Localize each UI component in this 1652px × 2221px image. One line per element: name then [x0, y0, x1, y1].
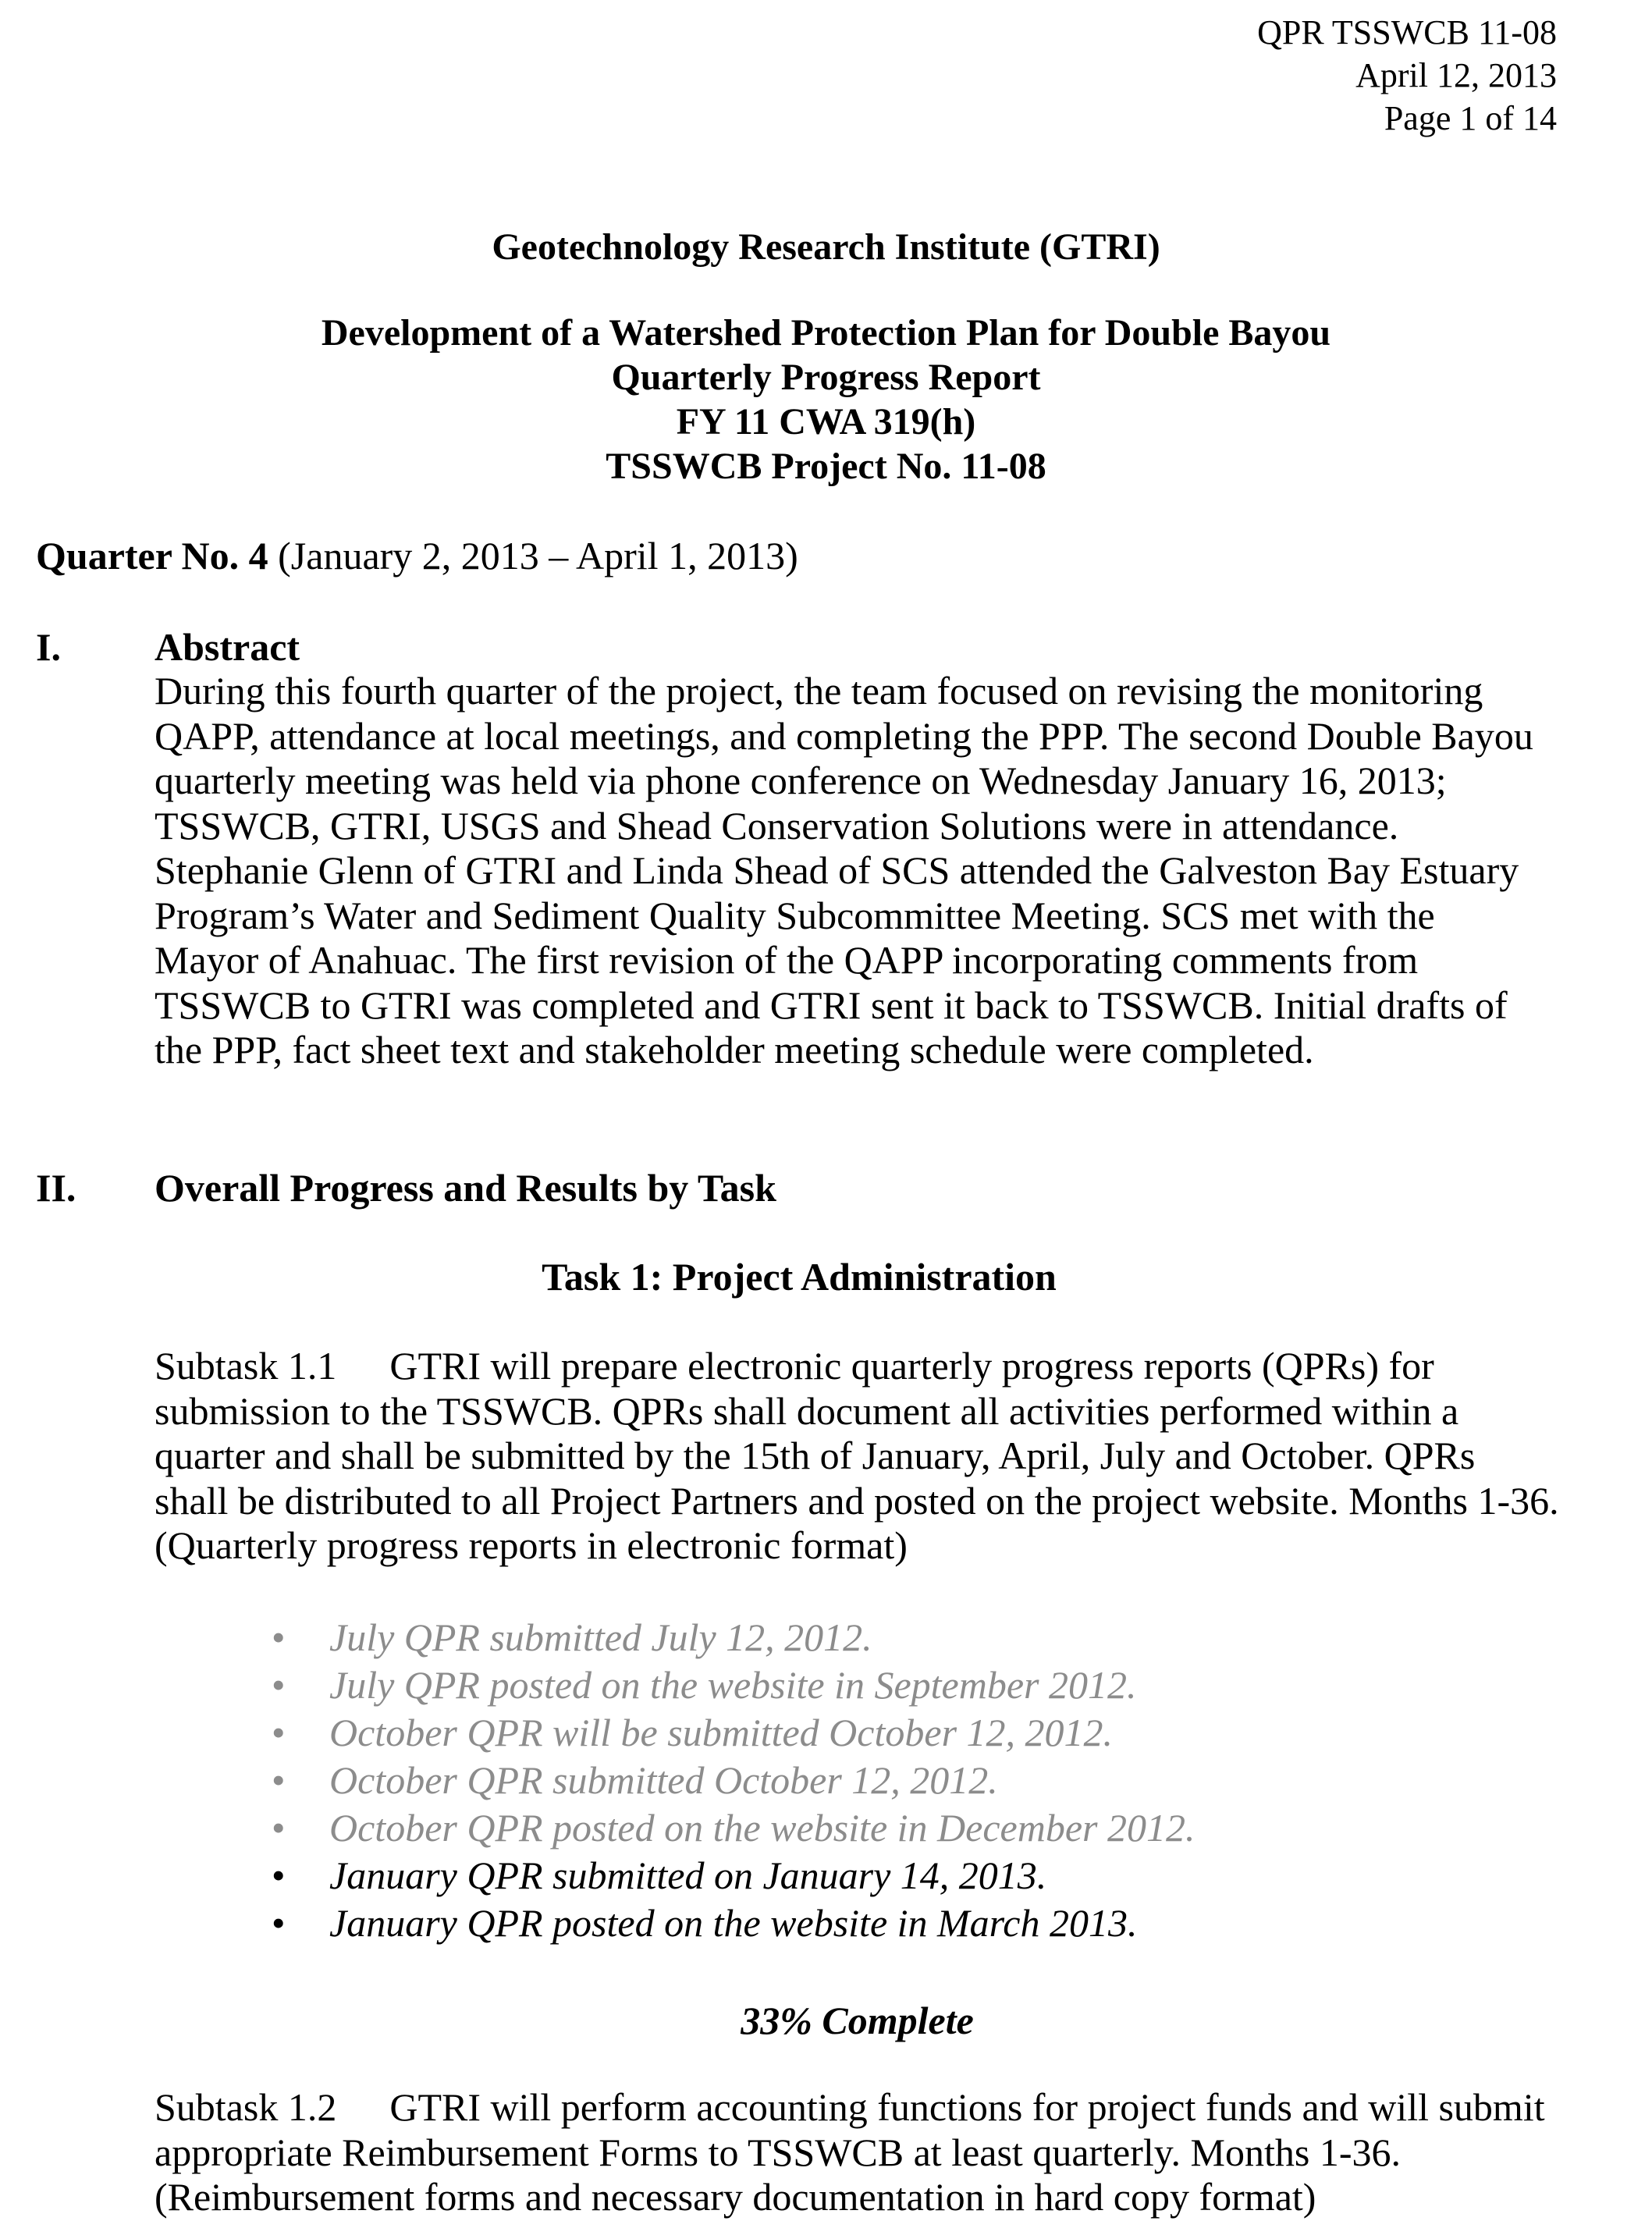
- list-item-text: July QPR posted on the website in September 2012.: [329, 1663, 1137, 1707]
- abstract-line: quarterly meeting was held via phone conference on Wednesday January 16, 2013;: [155, 759, 1447, 802]
- subtask-line: [155, 1344, 1567, 1389]
- subtask-line: quarter and shall be submitted by the 15th of January, April, July and October. QPRs: [155, 1434, 1476, 1477]
- subtask-1-2-label: Subtask 1.2: [155, 2085, 337, 2129]
- bullet-icon: •: [272, 1711, 286, 1754]
- section-2-numeral: II.: [36, 1166, 76, 1210]
- title-line-4: TSSWCB Project No. 11-08: [606, 446, 1046, 487]
- list-item-text: January QPR posted on the website in March 2013.: [329, 1901, 1138, 1945]
- subtask-1-1-paragraph: [155, 1344, 1567, 1569]
- subtask-line: appropriate Reimbursement Forms to TSSWCB at least quarterly. Months 1-36.: [155, 2130, 1401, 2174]
- subtask-line: (Quarterly progress reports in electronic format): [155, 1523, 908, 1567]
- abstract-line: Stephanie Glenn of GTRI and Linda Shead of SCS attended the Galveston Bay Estuary: [155, 848, 1519, 892]
- abstract-line: QAPP, attendance at local meetings, and completing the PPP. The second Double Bayou: [155, 713, 1533, 758]
- subtask-line: [155, 2085, 1567, 2130]
- subtask-1-1-label: Subtask 1.1: [155, 1344, 337, 1388]
- list-item: [265, 1614, 1195, 1661]
- list-item: [265, 1661, 1195, 1709]
- bullet-icon: •: [272, 1806, 286, 1850]
- bullet-icon: •: [272, 1758, 286, 1802]
- subtask-1-1-first-line: GTRI will prepare electronic quarterly progress reports (QPRs) for: [389, 1344, 1434, 1388]
- section-2-heading: Overall Progress and Results by Task: [155, 1166, 776, 1210]
- abstract-line: During this fourth quarter of the project, the team focused on revising the monitoring: [155, 669, 1483, 712]
- section-1-numeral: I.: [36, 625, 61, 669]
- bullet-icon: •: [272, 1615, 286, 1659]
- task-1-title: Task 1: Project Administration: [542, 1255, 1057, 1299]
- abstract-line: Mayor of Anahuac. The first revision of the QAPP incorporating comments from: [155, 938, 1419, 982]
- abstract-line: the PPP, fact sheet text and stakeholder meeting schedule were completed.: [155, 1028, 1314, 1071]
- list-item: [265, 1852, 1195, 1899]
- quarter-line: [36, 533, 798, 578]
- list-item: [265, 1757, 1195, 1804]
- quarter-label: Quarter No. 4: [36, 534, 268, 577]
- page-number: Page 1 of 14: [1384, 99, 1557, 137]
- list-item: [265, 1899, 1195, 1947]
- title-line-3: FY 11 CWA 319(h): [676, 401, 976, 442]
- list-item-text: January QPR submitted on January 14, 2013.: [329, 1853, 1047, 1897]
- institute-title: Geotechnology Research Institute (GTRI): [492, 226, 1160, 268]
- title-line-2: Quarterly Progress Report: [611, 357, 1041, 398]
- title-line-1: Development of a Watershed Protection Plan for Double Bayou: [321, 312, 1331, 354]
- bullet-icon: •: [272, 1663, 286, 1707]
- document-title: [0, 311, 1652, 489]
- bullet-icon: •: [272, 1901, 286, 1945]
- bullet-icon: •: [272, 1853, 286, 1897]
- abstract-line: TSSWCB to GTRI was completed and GTRI sent it back to TSSWCB. Initial drafts of: [155, 983, 1508, 1027]
- list-item-text: October QPR posted on the website in December 2012.: [329, 1806, 1195, 1850]
- qpr-bullet-list: [265, 1614, 1195, 1947]
- subtask-line: submission to the TSSWCB. QPRs shall document all activities performed within a: [155, 1388, 1459, 1433]
- subtask-1-2-paragraph: [155, 2085, 1567, 2220]
- list-item-text: October QPR submitted October 12, 2012.: [329, 1758, 998, 1802]
- subtask-line: (Reimbursement forms and necessary documentation in hard copy format): [155, 2175, 1316, 2219]
- list-item: [265, 1709, 1195, 1757]
- list-item-text: October QPR will be submitted October 12, 2012.: [329, 1711, 1114, 1754]
- abstract-paragraph: [155, 669, 1567, 1073]
- list-item-text: July QPR submitted July 12, 2012.: [329, 1615, 872, 1659]
- list-item: [265, 1804, 1195, 1852]
- subtask-1-2-first-line: GTRI will perform accounting functions for project funds and will submit: [389, 2085, 1545, 2129]
- abstract-line: TSSWCB, GTRI, USGS and Shead Conservation Solutions were in attendance.: [155, 803, 1399, 848]
- abstract-line: Program’s Water and Sediment Quality Subcommittee Meeting. SCS met with the: [155, 893, 1435, 937]
- report-id: QPR TSSWCB 11-08: [1257, 13, 1557, 52]
- completion-status: 33% Complete: [741, 1999, 974, 2042]
- subtask-line: shall be distributed to all Project Partners and posted on the project website. Months 1-36.: [155, 1478, 1559, 1523]
- quarter-dates: (January 2, 2013 – April 1, 2013): [268, 534, 798, 577]
- section-1-heading: Abstract: [155, 625, 300, 669]
- report-date: April 12, 2013: [1355, 56, 1557, 94]
- document-header: [1257, 11, 1557, 140]
